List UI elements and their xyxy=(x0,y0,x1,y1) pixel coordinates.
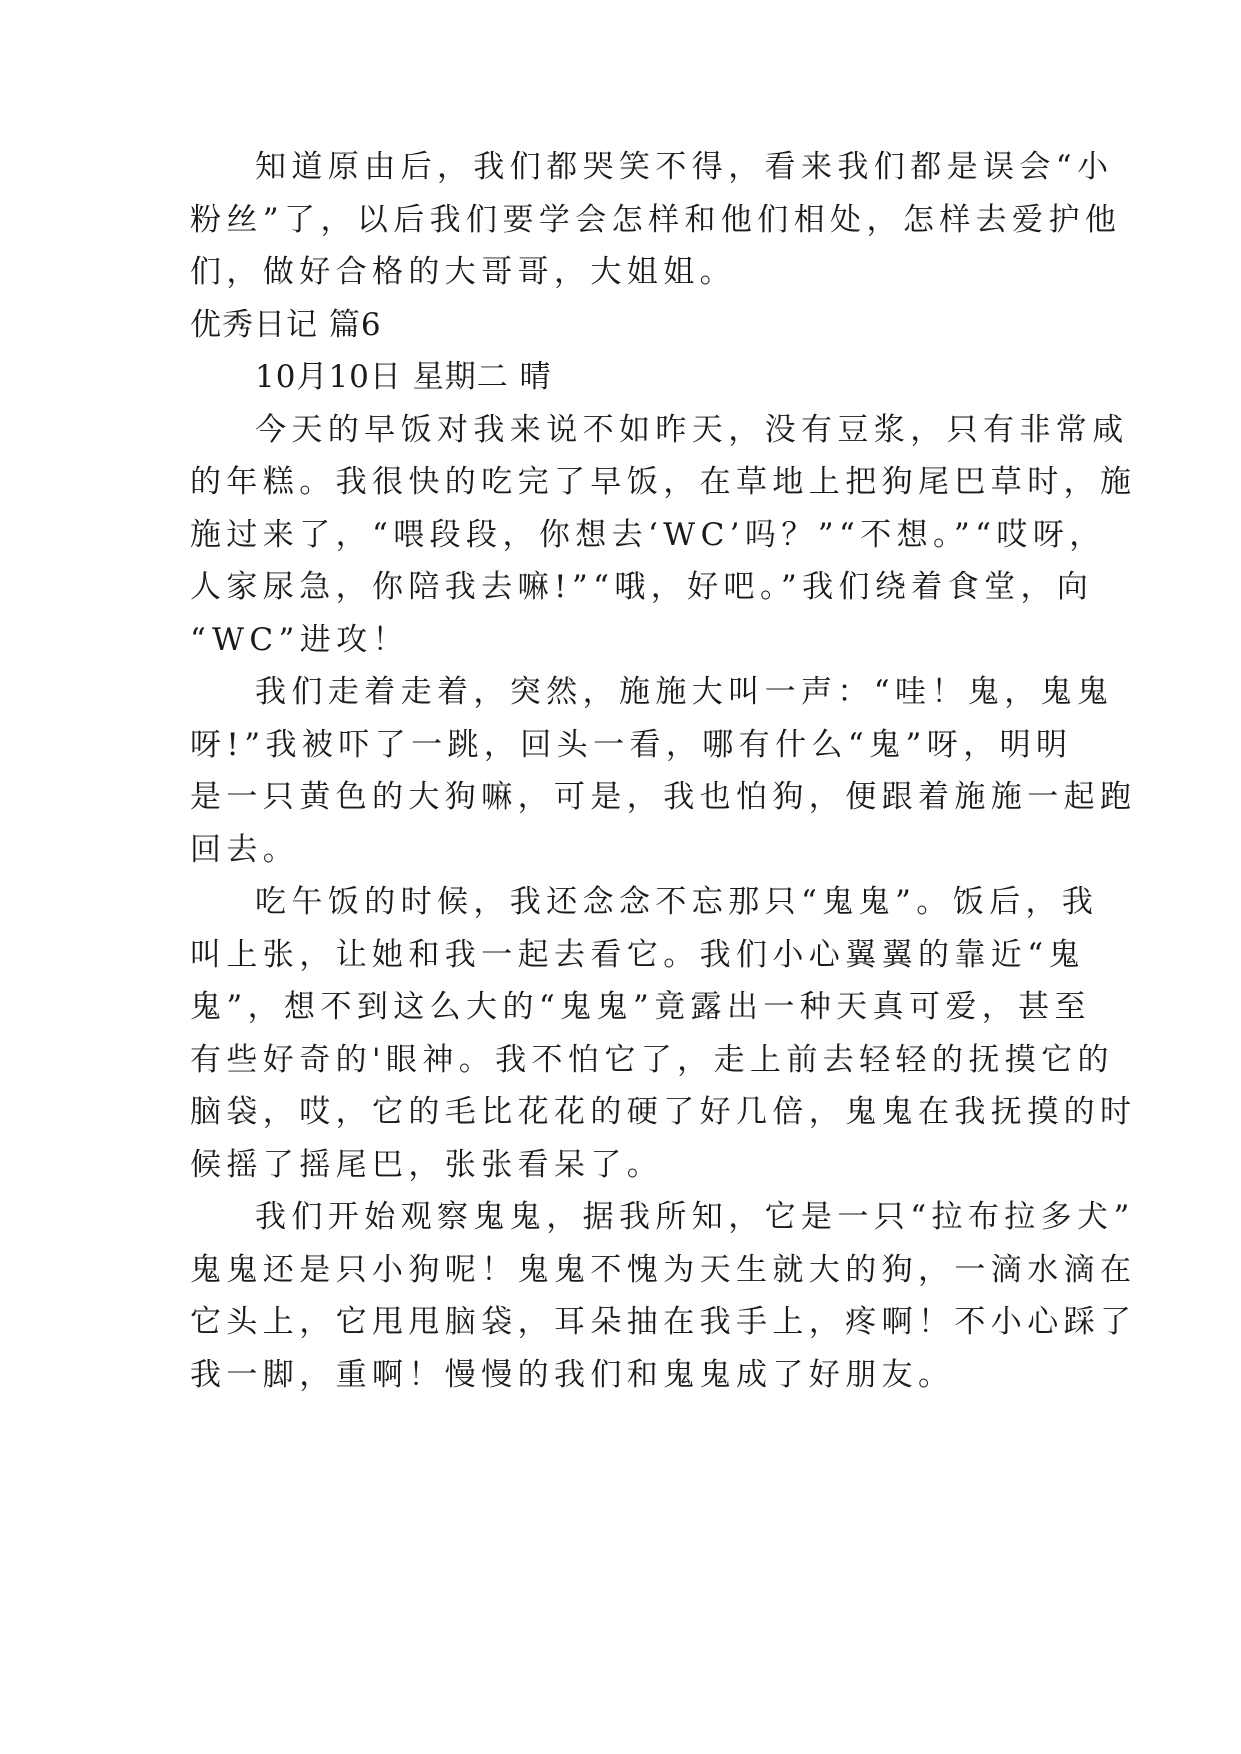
text-line: 们，做好合格的大哥哥，大姐姐。 xyxy=(190,254,736,290)
text-line: 今天的早饭对我来说不如昨天，没有豆浆，只有非常咸 xyxy=(255,412,1129,448)
text-line: 的年糕。我很快的吃完了早饭，在草地上把狗尾巴草时，施 xyxy=(190,464,1137,500)
text-line: 人家尿急，你陪我去嘛!”“哦，好吧。”我们绕着食堂，向 xyxy=(190,569,1094,605)
text-line: 脑袋，哎，它的毛比花花的硬了好几倍，鬼鬼在我抚摸的时 xyxy=(190,1094,1137,1130)
date-line: 10月10日 星期二 晴 xyxy=(255,359,552,395)
text-line: 是一只黄色的大狗嘛，可是，我也怕狗，便跟着施施一起跑 xyxy=(190,779,1137,815)
text-line: “WC”进攻！ xyxy=(190,622,409,658)
text-line: 粉丝”了，以后我们要学会怎样和他们相处，怎样去爱护他 xyxy=(190,202,1122,238)
section-title: 优秀日记 篇6 xyxy=(190,307,382,343)
text-line: 我一脚，重啊！慢慢的我们和鬼鬼成了好朋友。 xyxy=(190,1357,955,1393)
text-line: 它头上，它甩甩脑袋，耳朵抽在我手上，疼啊！不小心踩了 xyxy=(190,1304,1137,1340)
text-line: 鬼”，想不到这么大的“鬼鬼”竟露出一种天真可爱，甚至 xyxy=(190,989,1091,1025)
text-line: 施过来了，“喂段段，你想去‘WC’吗？”“不想。”“哎呀， xyxy=(190,517,1106,553)
text-line: 鬼鬼还是只小狗呢！鬼鬼不愧为天生就大的狗，一滴水滴在 xyxy=(190,1252,1137,1288)
text-line: 叫上张，让她和我一起去看它。我们小心翼翼的靠近“鬼 xyxy=(190,937,1085,973)
text-line: 吃午饭的时候，我还念念不忘那只“鬼鬼”。饭后，我 xyxy=(255,884,1099,920)
text-line: 有些好奇的'眼神。我不怕它了，走上前去轻轻的抚摸它的 xyxy=(190,1042,1114,1078)
text-line: 我们开始观察鬼鬼，据我所知，它是一只“拉布拉多犬” xyxy=(255,1199,1135,1235)
text-line: 知道原由后，我们都哭笑不得，看来我们都是误会“小 xyxy=(255,149,1114,185)
text-line: 回去。 xyxy=(190,832,300,868)
text-line: 候摇了摇尾巴，张张看呆了。 xyxy=(190,1147,664,1183)
text-line: 呀!”我被吓了一跳，回头一看，哪有什么“鬼”呀，明明 xyxy=(190,727,1073,763)
text-line: 我们走着走着，突然，施施大叫一声：“哇！鬼，鬼鬼 xyxy=(255,674,1114,710)
